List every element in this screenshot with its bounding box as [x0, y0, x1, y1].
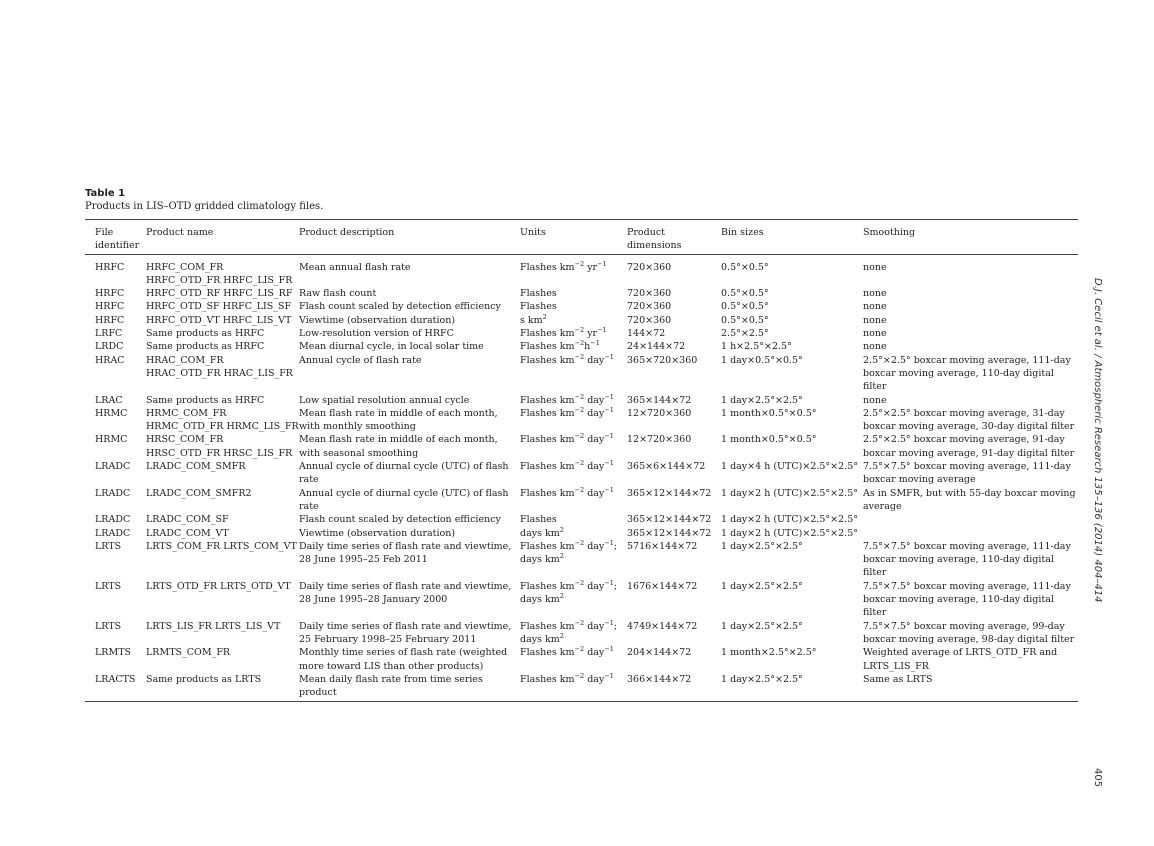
table-row [85, 327, 1078, 340]
table-cell: days $km^2$ [520, 525, 564, 539]
table-cell: Same products as HRFC [146, 394, 265, 406]
table-cell: none [863, 328, 887, 340]
table-cell: 720×360 [627, 261, 672, 273]
table-cell: Flash count scaled by detection efficiency [299, 301, 501, 313]
table-cell: 24×144×72 [627, 341, 686, 353]
table-cell: HRSC_COM_FR HRSC_OTD_FR HRSC_LIS_FR [146, 434, 293, 459]
table-cell: Viewtime (observation duration) [299, 314, 456, 326]
table-row [85, 487, 1078, 514]
table-cell: 2.5°×2.5° boxcar moving average, 111-day boxcar moving average, 110-day digital filter [863, 354, 1071, 393]
table-cell: As in SMFR, but with 55-day boxcar moving average [863, 487, 1076, 512]
table-cell: LRMTS [95, 647, 132, 659]
table-cell: 365×12×144×72 [627, 487, 712, 499]
table-cell: 144×72 [627, 328, 666, 340]
table-cell: 365×12×144×72 [627, 514, 712, 526]
table-cell: 365×6×144×72 [627, 461, 706, 473]
column-header: Product name [146, 227, 214, 238]
table-cell: Low spatial resolution annual cycle [299, 394, 470, 406]
table-cell: Flashes $km^{-2}$ $yr^{-1}$ [520, 259, 607, 273]
table-cell: Same products as HRFC [146, 341, 265, 353]
table-cell: Flashes $km^{-2}h^{-1}$ [520, 339, 600, 353]
table-cell: LRFC [95, 328, 123, 340]
table-cell: LRADC [95, 514, 131, 526]
table-cell: Flashes $km^{-2}$ $yr^{-1}$ [520, 326, 607, 340]
table-cell [863, 513, 1078, 526]
table-row [85, 460, 1078, 487]
table-cell: Flashes [520, 288, 557, 300]
table-cell: LRADC_COM_SMFR [146, 461, 246, 473]
table-cell: Raw flash count [299, 288, 377, 300]
table-cell: 5716×144×72 [627, 540, 698, 552]
table-cell: 1 day×2 h (UTC)×2.5°×2.5° [721, 487, 858, 499]
table-cell: 1676×144×72 [627, 580, 698, 592]
table-cell: 1 day×4 h (UTC)×2.5°×2.5° [721, 461, 858, 473]
table-cell: 0.5°×0.5° [721, 288, 769, 300]
table-cell: LRADC_COM_SMFR2 [146, 487, 252, 499]
table-cell: Flashes $km^{-2}$ day$^{-1}$ [520, 392, 614, 406]
table-cell: 2.5°×2.5° boxcar moving average, 91-day boxcar moving average, 91-day digital filter [863, 434, 1075, 459]
table-cell: HRMC_COM_FR HRMC_OTD_FR HRMC_LIS_FR [146, 407, 299, 433]
table-cell: LRTS [95, 580, 122, 592]
table-cell: 1 month×0.5°×0.5° [721, 407, 817, 419]
table-cell: Same products as LRTS [146, 673, 262, 685]
table-cell: Flashes $km^{-2}$ day$^{-1}$; days $km^2$ [520, 618, 618, 645]
column-header: Bin sizes [721, 227, 764, 238]
table-cell: Viewtime (observation duration) [299, 527, 456, 539]
table-header-row [85, 220, 1078, 255]
table-cell: Flashes $km^{-2}$ day$^{-1}$ [520, 485, 614, 499]
products-table-container [85, 219, 1078, 702]
table-caption [85, 187, 323, 213]
table-cell: 1 day×2.5°×2.5° [721, 580, 803, 592]
table-caption-text: Products in LIS–OTD gridded climatology files. [85, 201, 324, 212]
table-cell: LRADC_COM_VT [146, 527, 229, 539]
table-cell: LRTS_LIS_FR LRTS_LIS_VT [146, 620, 281, 632]
table-cell: Daily time series of flash rate and viewtime, 25 February 1998–25 February 2011 [299, 620, 512, 645]
table-row [85, 513, 1078, 526]
table-cell: 7.5°×7.5° boxcar moving average, 111-day boxcar moving average [863, 461, 1071, 486]
table-cell: none [863, 314, 887, 326]
column-header: File identifier [95, 227, 140, 252]
table-row [85, 527, 1078, 540]
table-cell: 2.5°×2.5° boxcar moving average, 31-day boxcar moving average, 30-day digital filter [863, 407, 1075, 433]
table-cell: Annual cycle of flash rate [299, 354, 422, 366]
table-cell: LRADC_COM_SF [146, 514, 229, 526]
table-cell: 1 day×0.5°×0.5° [721, 354, 803, 366]
table-row [85, 340, 1078, 353]
table-cell: 1 month×0.5°×0.5° [721, 434, 817, 446]
table-cell: Flashes $km^{-2}$ day$^{-1}$ [520, 645, 614, 659]
table-cell: LRTS_OTD_FR LRTS_OTD_VT [146, 580, 291, 592]
table-cell: 7.5°×7.5° boxcar moving average, 111-day boxcar moving average, 110-day digital filter [863, 540, 1071, 579]
table-cell: 1 day×2.5°×2.5° [721, 620, 803, 632]
table-cell: Mean flash rate in middle of each month, with seasonal smoothing [299, 434, 498, 459]
table-cell: Flashes $km^{-2}$ day$^{-1}$ [520, 459, 614, 473]
table-cell: Mean daily flash rate from time series product [299, 673, 483, 699]
table-cell: LRTS_COM_FR LRTS_COM_VT [146, 540, 297, 552]
table-cell: Flashes $km^{-2}$ day$^{-1}$ [520, 352, 614, 366]
table-row [85, 540, 1078, 580]
table-cell: HRMC [95, 407, 128, 419]
table-row [85, 287, 1078, 300]
table-cell: LRTS [95, 620, 122, 632]
table-row [85, 673, 1078, 702]
running-header: D.J. Cecil et al. / Atmospheric Research 135–136 (2014) 404–414 [1092, 278, 1103, 603]
table-cell: none [863, 394, 887, 406]
table-cell: Annual cycle of diurnal cycle (UTC) of flash rate [299, 487, 509, 512]
table-cell: HRFC [95, 301, 125, 313]
table-cell: Low-resolution version of HRFC [299, 328, 454, 340]
table-cell: Daily time series of flash rate and viewtime, 28 June 1995–25 Feb 2011 [299, 540, 512, 566]
table-cell: 12×720×360 [627, 434, 692, 446]
table-row [85, 620, 1078, 647]
table-cell: Daily time series of flash rate and viewtime, 28 June 1995–28 January 2000 [299, 580, 512, 606]
table-cell: Flash count scaled by detection efficiency [299, 514, 501, 526]
table-cell: Same products as HRFC [146, 328, 265, 340]
table-row [85, 433, 1078, 460]
table-cell: 365×720×360 [627, 354, 698, 366]
table-cell: s $km^2$ [520, 312, 547, 326]
table-cell: HRAC [95, 354, 125, 366]
table-cell: 720×360 [627, 301, 672, 313]
table-cell: 4749×144×72 [627, 620, 698, 632]
table-cell: LRMTS_COM_FR [146, 647, 231, 659]
table-cell: 1 month×2.5°×2.5° [721, 647, 817, 659]
table-cell: 365×12×144×72 [627, 527, 712, 539]
table-row [85, 394, 1078, 407]
table-cell: Flashes $km^{-2}$ day$^{-1}$ [520, 432, 614, 446]
column-header: Units [520, 227, 546, 238]
table-row [85, 354, 1078, 394]
table-cell: 12×720×360 [627, 407, 692, 419]
products-table [85, 219, 1078, 702]
table-cell: Monthly time series of flash rate (weighted more toward LIS than other products) [299, 647, 508, 672]
table-cell: none [863, 261, 887, 273]
table-cell: 1 day×2.5°×2.5° [721, 673, 803, 685]
table-cell: 1 day×2 h (UTC)×2.5°×2.5° [721, 514, 858, 526]
table-cell: 365×144×72 [627, 394, 692, 406]
table-cell: 720×360 [627, 314, 672, 326]
table-cell: HRFC [95, 288, 125, 300]
table-row [85, 407, 1078, 434]
table-cell: LRACTS [95, 673, 136, 685]
table-cell: Weighted average of LRTS_OTD_FR and LRTS_LIS_FR [863, 647, 1058, 672]
table-cell: HRAC_COM_FR HRAC_OTD_FR HRAC_LIS_FR [146, 354, 293, 379]
table-cell: 7.5°×7.5° boxcar moving average, 99-day boxcar moving average, 98-day digital filter [863, 620, 1075, 645]
table-cell: LRADC [95, 527, 131, 539]
column-header: Product dimensions [627, 227, 682, 252]
table-row [85, 300, 1078, 313]
table-cell: Mean flash rate in middle of each month, with monthly smoothing [299, 407, 498, 433]
table-cell: none [863, 288, 887, 300]
table-cell: LRAC [95, 394, 123, 406]
table-cell: HRMC [95, 434, 128, 446]
table-cell: Annual cycle of diurnal cycle (UTC) of flash rate [299, 461, 509, 486]
table-cell: HRFC_OTD_SF HRFC_LIS_SF [146, 301, 292, 313]
table-cell: Flashes $km^{-2}$ day$^{-1}$ [520, 405, 614, 419]
table-cell: HRFC_COM_FR HRFC_OTD_FR HRFC_LIS_FR [146, 261, 293, 286]
table-cell: HRFC_OTD_VT HRFC_LIS_VT [146, 314, 292, 326]
table-cell: 1 day×2 h (UTC)×2.5°×2.5° [721, 527, 858, 539]
table-cell: LRDC [95, 341, 124, 353]
table-row [85, 646, 1078, 673]
table-cell: LRADC [95, 461, 131, 473]
table-row [85, 580, 1078, 620]
table-row [85, 314, 1078, 327]
column-header: Smoothing [863, 227, 916, 238]
table-cell: 2.5°×2.5° [721, 328, 769, 340]
table-cell: Flashes [520, 301, 557, 313]
table-cell: 0.5°×0.5° [721, 261, 769, 273]
table-cell: HRFC [95, 314, 125, 326]
table-cell: 7.5°×7.5° boxcar moving average, 111-day boxcar moving average, 110-day digital filter [863, 580, 1071, 619]
table-label: Table 1 [85, 188, 126, 199]
table-cell: LRTS [95, 540, 122, 552]
table-cell: none [863, 341, 887, 353]
table-cell: HRFC_OTD_RF HRFC_LIS_RF [146, 288, 293, 300]
table-cell: Flashes [520, 514, 557, 526]
table-cell: 366×144×72 [627, 673, 692, 685]
page-number: 405 [1092, 768, 1103, 788]
table-cell: Same as LRTS [863, 673, 933, 685]
table-cell: 1 day×2.5°×2.5° [721, 540, 803, 552]
table-cell: 720×360 [627, 288, 672, 300]
table-body [85, 254, 1078, 702]
table-cell: 1 day×2.5°×2.5° [721, 394, 803, 406]
table-cell: 0.5°×0.5° [721, 301, 769, 313]
table-cell: LRADC [95, 487, 131, 499]
table-cell: Flashes $km^{-2}$ day$^{-1}$; days $km^2$ [520, 578, 618, 606]
table-row [85, 254, 1078, 287]
table-cell: none [863, 301, 887, 313]
table-cell: HRFC [95, 261, 125, 273]
table-cell: Flashes $km^{-2}$ day$^{-1}$; days $km^2$ [520, 538, 618, 566]
table-cell: Mean diurnal cycle, in local solar time [299, 341, 484, 353]
table-cell: 0.5°×0.5° [721, 314, 769, 326]
table-cell [863, 527, 1078, 540]
column-header: Product description [299, 227, 395, 238]
table-cell: Flashes $km^{-2}$ day$^{-1}$ [520, 671, 614, 685]
table-cell: 204×144×72 [627, 647, 692, 659]
table-cell: 1 h×2.5°×2.5° [721, 341, 792, 353]
table-cell: Mean annual flash rate [299, 261, 411, 273]
